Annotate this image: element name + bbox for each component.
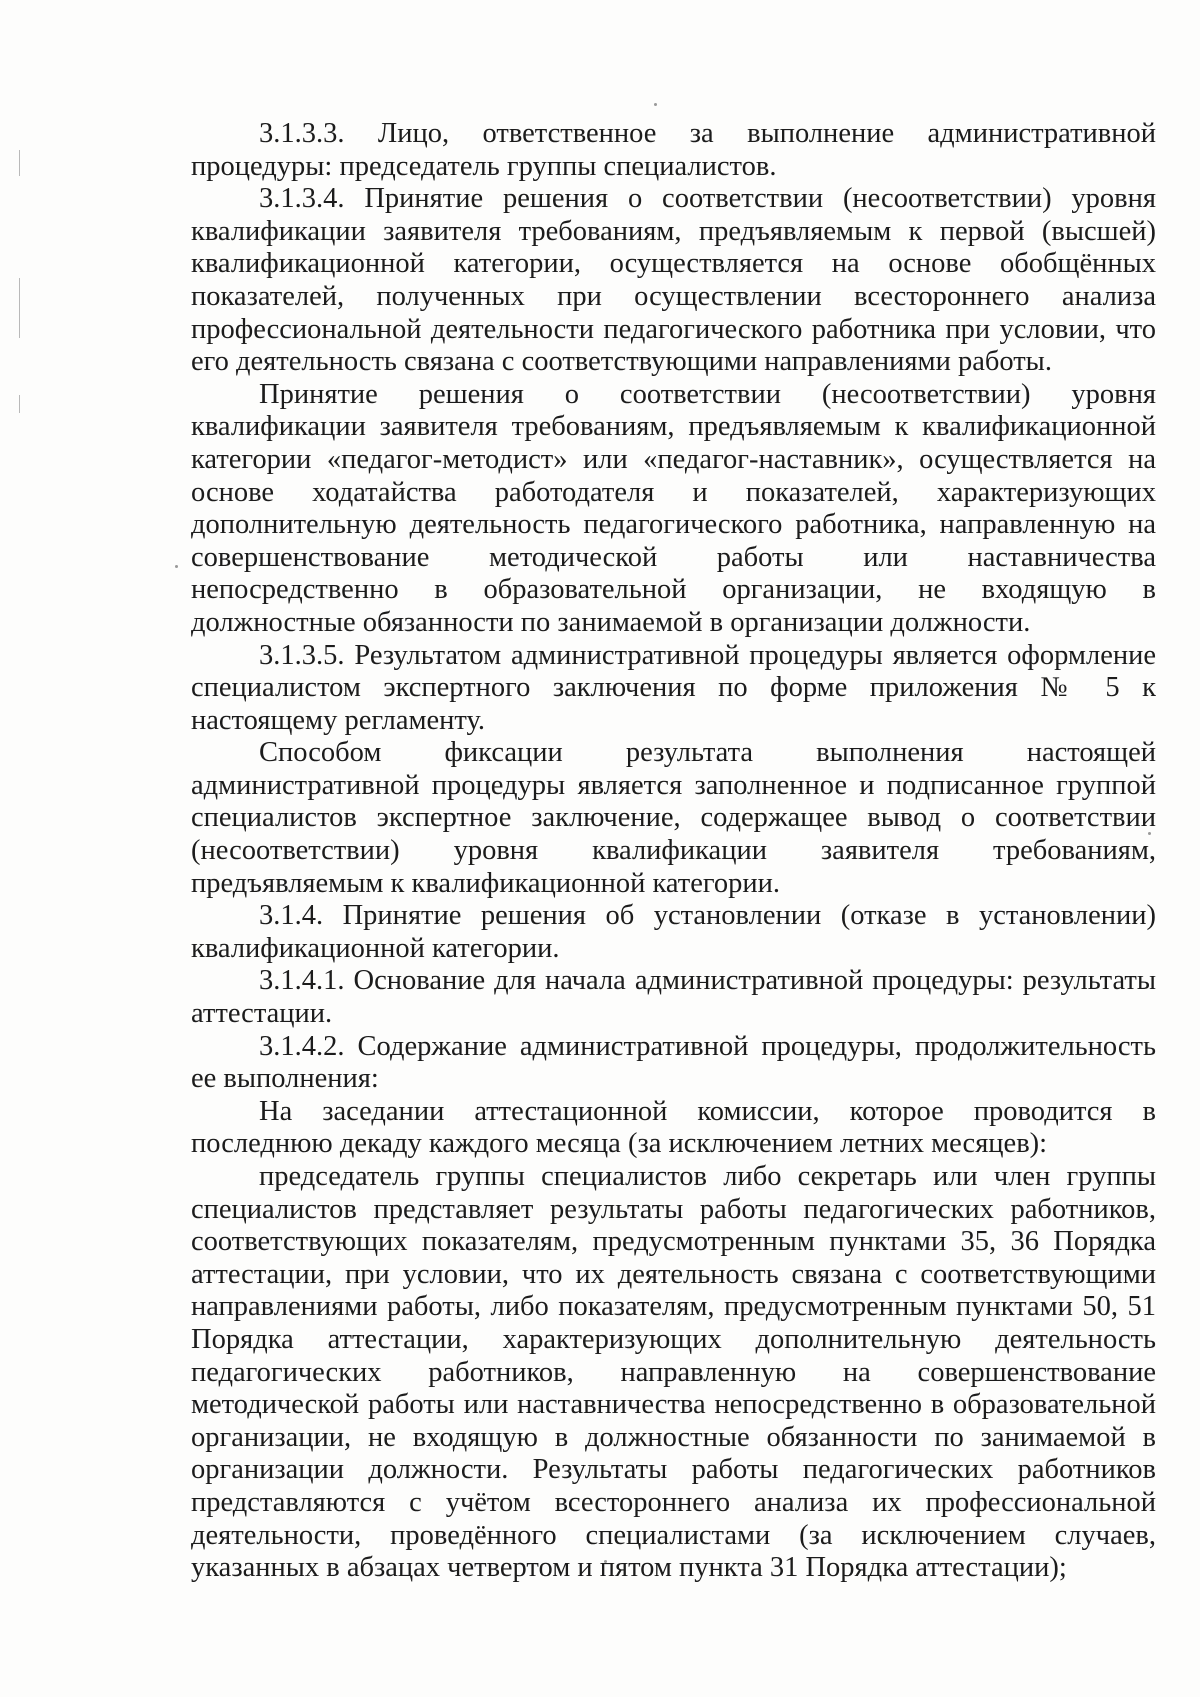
scan-artifact-speck	[654, 103, 657, 106]
paragraph-3-1-3-5-cont: Способом фиксации результата выполнения настоящей административной процедуры является заполненное и подписанное группой специалистов экспертное заключение, содержащее вывод о соответствии (несоответствии) уровня квалификации заявителя требованиям, предъявляемым к квалификационной категории.	[191, 737, 1156, 899]
paragraph-3-1-3-3: 3.1.3.3. Лицо, ответственное за выполнение административной процедуры: председатель группы специалистов.	[191, 118, 1156, 182]
scan-artifact-speck	[175, 565, 178, 568]
paragraph-3-1-4: 3.1.4. Принятие решения об установлении (отказе в установлении) квалификационной категории.	[191, 900, 1156, 964]
scan-artifact-line	[19, 150, 20, 176]
paragraph-3-1-4-1: 3.1.4.1. Основание для начала административной процедуры: результаты аттестации.	[191, 965, 1156, 1030]
document-body	[191, 118, 1156, 1585]
paragraph-3-1-3-4-cont: Принятие решения о соответствии (несоответствии) уровня квалификации заявителя требованиям, предъявляемым к квалификационной категории «педагог-методист» или «педагог-наставник», осуществляется на основе ходатайства работодателя и показателей, характеризующих дополнительную деятельность педагогического работника, направленную на совершенствование методической работы или наставничества непосредственно в образовательной организации, не входящую в должностные обязанности по занимаемой в организации должности.	[191, 378, 1156, 638]
paragraph-3-1-3-4: 3.1.3.4. Принятие решения о соответствии (несоответствии) уровня квалификации заявителя требованиям, предъявляемым к первой (высшей) квалификационной категории, осуществляется на основе обобщённых показателей, полученных при осуществлении всестороннего анализа профессиональной деятельности педагогического работника при условии, что его деятельность связана с соответствующими направлениями работы.	[191, 183, 1156, 378]
paragraph-chairman: председатель группы специалистов либо секретарь или член группы специалистов представляет результаты работы педагогических работников, соответствующих показателям, предусмотренным пунктами 35, 36 Порядка аттестации, при условии, что их деятельность связана с соответствующими направлениями работы, либо показателям, предусмотренным пунктами 50, 51 Порядка аттестации, характеризующих дополнительную деятельность педагогических работников, направленную на совершенствование методической работы или наставничества непосредственно в образовательной организации, не входящую в должностные обязанности по занимаемой в организации должности. Результаты работы педагогических работников представляются с учётом всестороннего анализа их профессиональной деятельности, проведённого специалистами (за исключением случаев, указанных в абзацах четвертом и пятом пункта 31 Порядка аттестации);	[191, 1161, 1156, 1584]
paragraph-3-1-3-5: 3.1.3.5. Результатом административной процедуры является оформление специалистом экспертного заключения по форме приложения № 5 к настоящему регламенту.	[191, 639, 1156, 736]
paragraph-3-1-4-2: 3.1.4.2. Содержание административной процедуры, продолжительность ее выполнения:	[191, 1030, 1156, 1095]
paragraph-meeting: На заседании аттестационной комиссии, которое проводится в последнюю декаду каждого месяца (за исключением летних месяцев):	[191, 1095, 1156, 1160]
scan-artifact-line	[19, 278, 20, 338]
scan-artifact-line	[19, 395, 20, 413]
